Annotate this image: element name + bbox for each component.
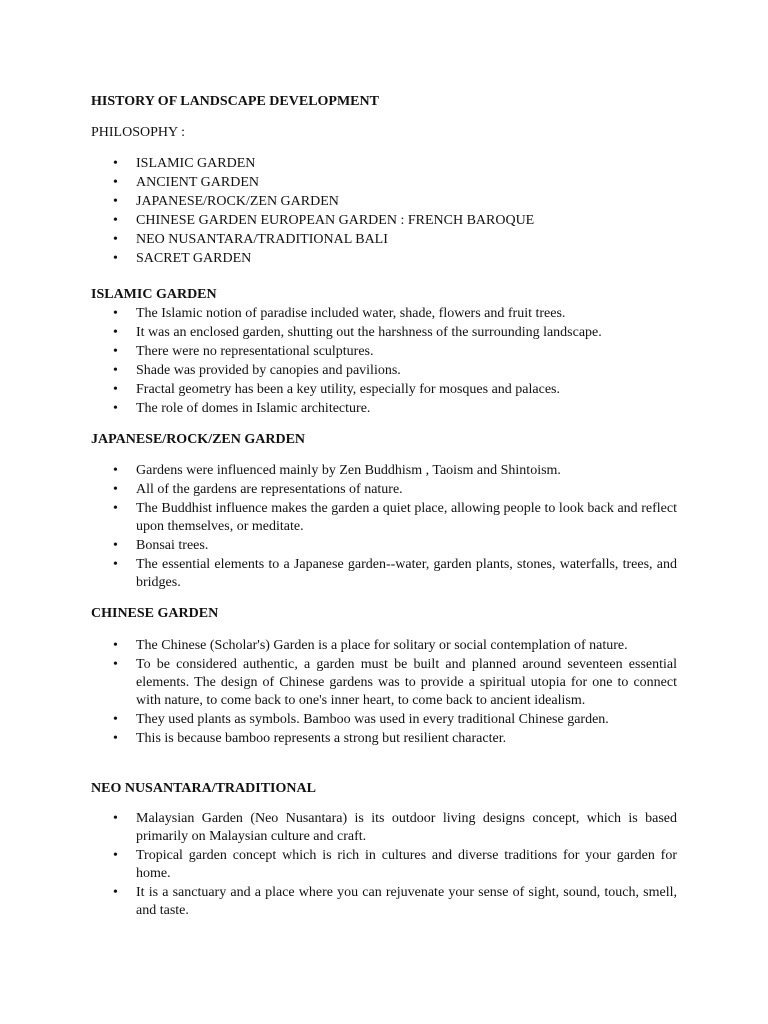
list-item: • To be considered authentic, a garden must be built and planned around seventeen essential elements. The design of Chinese gardens was to provide a spiritual utopia for one to connect with nature, to come back to one's inner heart, to come back to ancient idealism.: [110, 656, 677, 710]
list-item: • The Islamic notion of paradise included water, shade, flowers and fruit trees.: [110, 305, 677, 323]
list-item: • This is because bamboo represents a strong but resilient character.: [110, 730, 677, 748]
philosophy-list: [110, 155, 677, 269]
list-item: • The Buddhist influence makes the garden a quiet place, allowing people to look back and reflect upon themselves, or meditate.: [110, 500, 677, 536]
list-item: • There were no representational sculptures.: [110, 343, 677, 361]
list-item: • Gardens were influenced mainly by Zen Buddhism , Taoism and Shintoism.: [110, 462, 677, 480]
section-heading-neo-nusantara: NEO NUSANTARA/TRADITIONAL: [91, 781, 316, 796]
list-item: • SACRET GARDEN: [110, 250, 677, 268]
list-item: • Bonsai trees.: [110, 537, 677, 555]
philosophy-label: PHILOSOPHY :: [91, 125, 185, 140]
list-item: • Shade was provided by canopies and pavilions.: [110, 362, 677, 380]
list-item: • CHINESE GARDEN EUROPEAN GARDEN : FRENCH BAROQUE: [110, 212, 677, 230]
list-item: • JAPANESE/ROCK/ZEN GARDEN: [110, 193, 677, 211]
list-item: • The Chinese (Scholar's) Garden is a place for solitary or social contemplation of nature.: [110, 637, 677, 655]
section-heading-chinese: CHINESE GARDEN: [91, 606, 219, 621]
list-item: • It is a sanctuary and a place where you can rejuvenate your sense of sight, sound, touch, smell, and taste.: [110, 884, 677, 920]
japanese-list: [110, 462, 677, 593]
list-item: • The role of domes in Islamic architecture.: [110, 400, 677, 418]
chinese-list: [110, 637, 677, 749]
list-item: • The essential elements to a Japanese garden--water, garden plants, stones, waterfalls, trees, and bridges.: [110, 556, 677, 592]
section-heading-japanese: JAPANESE/ROCK/ZEN GARDEN: [91, 432, 306, 447]
list-item: • ANCIENT GARDEN: [110, 174, 677, 192]
islamic-list: [110, 305, 677, 419]
document-title: HISTORY OF LANDSCAPE DEVELOPMENT: [91, 94, 379, 109]
list-item: • Fractal geometry has been a key utility, especially for mosques and palaces.: [110, 381, 677, 399]
list-item: • They used plants as symbols. Bamboo was used in every traditional Chinese garden.: [110, 711, 677, 729]
section-heading-islamic: ISLAMIC GARDEN: [91, 287, 217, 302]
list-item: • All of the gardens are representations of nature.: [110, 481, 677, 499]
list-item: • Tropical garden concept which is rich in cultures and diverse traditions for your garden for home.: [110, 847, 677, 883]
list-item: • NEO NUSANTARA/TRADITIONAL BALI: [110, 231, 677, 249]
list-item: • Malaysian Garden (Neo Nusantara) is its outdoor living designs concept, which is based primarily on Malaysian culture and craft.: [110, 810, 677, 846]
list-item: • It was an enclosed garden, shutting out the harshness of the surrounding landscape.: [110, 324, 677, 342]
list-item: • ISLAMIC GARDEN: [110, 155, 677, 173]
neo-nusantara-list: [110, 810, 677, 921]
